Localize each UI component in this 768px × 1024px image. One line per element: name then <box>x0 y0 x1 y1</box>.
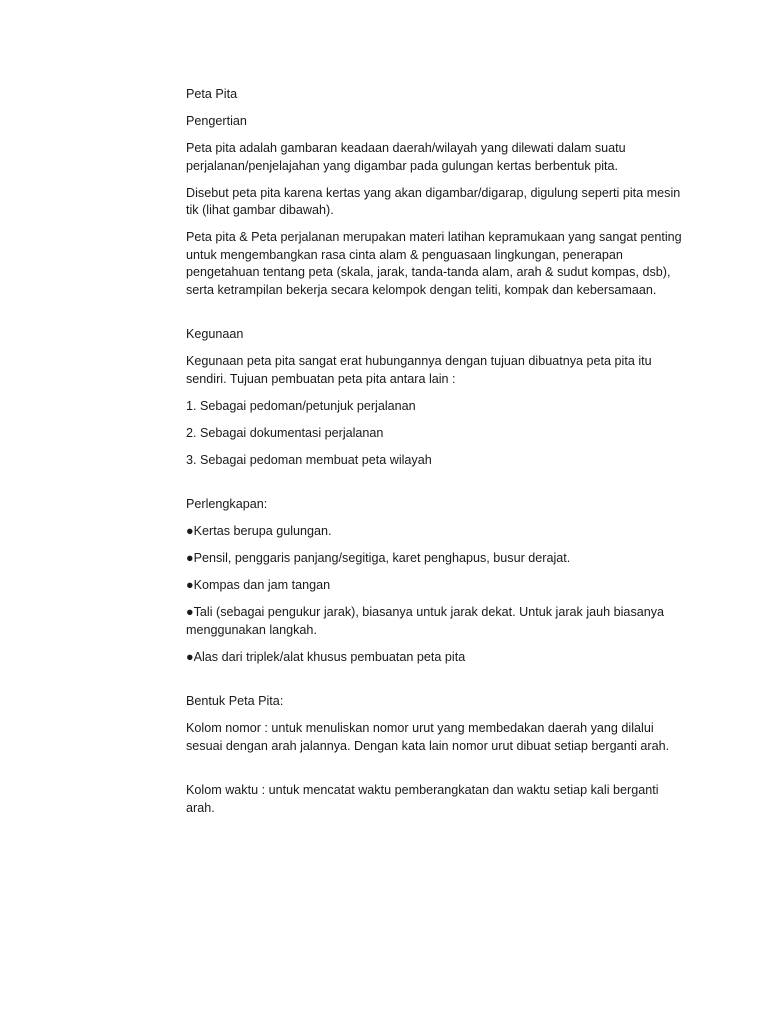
list-item: 3. Sebagai pedoman membuat peta wilayah <box>186 452 432 467</box>
list-item: ●Pensil, penggaris panjang/segitiga, karet penghapus, busur derajat. <box>186 551 571 565</box>
list-item: ●Kompas dan jam tangan <box>186 578 331 592</box>
paragraph-importance: Peta pita & Peta perjalanan merupakan materi latihan kepramukaan yang sangat penting untuk mengembangkan rasa cinta alam & penguasaan lingkungan, penerapan pengetahuan tentang peta (skala, jarak, tanda-tanda alam, arah & sudut kompas, dsb), serta ketrampilan bekerja secara kelompok dengan teliti, kompak dan kebersamaan. <box>186 230 682 297</box>
paragraph-kegunaan-intro: Kegunaan peta pita sangat erat hubungannya dengan tujuan dibuatnya peta pita itu sendiri. Tujuan pembuatan peta pita antara lain : <box>186 354 652 386</box>
document-page <box>186 86 686 817</box>
list-item: ●Tali (sebagai pengukur jarak), biasanya untuk jarak dekat. Untuk jarak jauh biasanya menggunakan langkah. <box>186 605 665 637</box>
paragraph-kolom-nomor: Kolom nomor : untuk menuliskan nomor urut yang membedakan daerah yang dilalui sesuai dengan arah jalannya. Dengan kata lain nomor urut dibuat setiap berganti arah. <box>186 721 670 753</box>
document-title: Peta Pita <box>186 87 238 101</box>
paragraph-name-origin: Disebut peta pita karena kertas yang akan digambar/digarap, digulung seperti pita mesin tik (lihat gambar dibawah). <box>186 185 681 217</box>
list-item: ●Kertas berupa gulungan. <box>186 524 332 538</box>
list-item: 2. Sebagai dokumentasi perjalanan <box>186 425 384 440</box>
list-item: ●Alas dari triplek/alat khusus pembuatan peta pita <box>186 649 466 664</box>
heading-perlengkapan: Perlengkapan: <box>186 497 268 511</box>
heading-bentuk: Bentuk Peta Pita: <box>186 694 284 708</box>
heading-kegunaan: Kegunaan <box>186 327 244 341</box>
list-item: 1. Sebagai pedoman/petunjuk perjalanan <box>186 398 416 413</box>
heading-pengertian: Pengertian <box>186 114 247 128</box>
paragraph-kolom-waktu: Kolom waktu : untuk mencatat waktu pemberangkatan dan waktu setiap kali berganti arah. <box>186 783 659 815</box>
paragraph-definition: Peta pita adalah gambaran keadaan daerah/wilayah yang dilewati dalam suatu perjalanan/penjelajahan yang digambar pada gulungan kertas berbentuk pita. <box>186 141 626 173</box>
